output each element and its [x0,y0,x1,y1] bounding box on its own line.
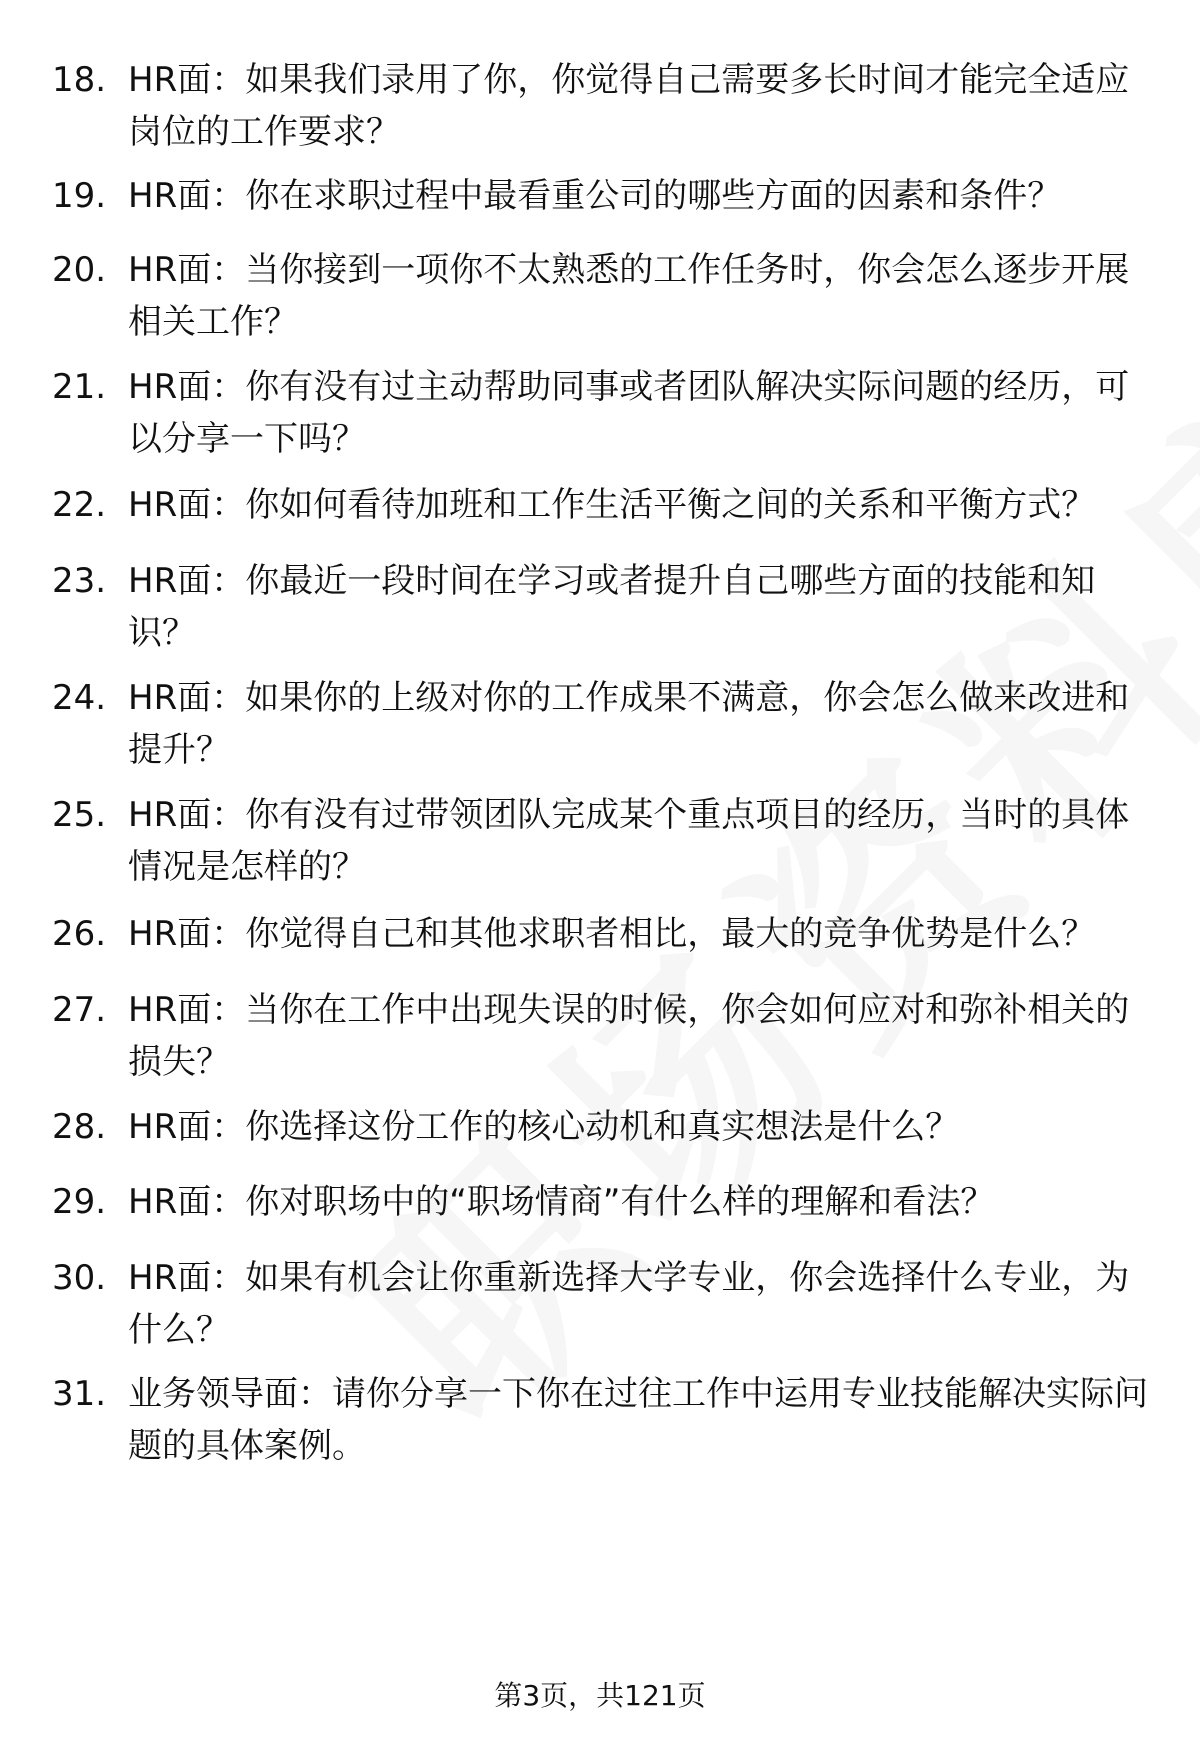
question-text: HR面：你觉得自己和其他求职者相比，最大的竞争优势是什么？ [128,914,1096,954]
question-number: 31. [52,1374,107,1414]
question-number: 19. [52,176,107,216]
page-footer: 第3页，共121页 [494,1679,706,1712]
question-number: 29. [52,1182,107,1222]
question-text: HR面：如果有机会让你重新选择大学专业，你会选择什么专业，为什么？ [128,1258,1130,1350]
question-number: 27. [52,990,107,1030]
question-text: HR面：如果你的上级对你的工作成果不满意，你会怎么做来改进和提升？ [128,678,1130,770]
question-text: HR面：你选择这份工作的核心动机和真实想法是什么？ [128,1107,960,1147]
question-number: 22. [52,485,107,525]
question-number: 26. [52,914,107,954]
question-text: HR面：当你在工作中出现失误的时候，你会如何应对和弥补相关的损失？ [128,990,1130,1082]
question-text: HR面：你对职场中的“职场情商”有什么样的理解和看法？ [128,1182,995,1222]
question-text: HR面：你有没有过主动帮助同事或者团队解决实际问题的经历，可以分享一下吗？ [128,367,1130,459]
question-number: 28. [52,1107,107,1147]
question-number: 23. [52,561,107,601]
question-number: 21. [52,367,107,407]
question-text: HR面：你最近一段时间在学习或者提升自己哪些方面的技能和知识？ [128,561,1096,653]
question-number: 18. [52,60,107,100]
question-text: HR面：你如何看待加班和工作生活平衡之间的关系和平衡方式？ [128,485,1096,525]
question-text: HR面：当你接到一项你不太熟悉的工作任务时，你会怎么逐步开展相关工作？ [128,250,1130,342]
question-number: 30. [52,1258,107,1298]
question-text: HR面：你在求职过程中最看重公司的哪些方面的因素和条件？ [128,176,1062,216]
question-number: 25. [52,795,107,835]
question-text: HR面：如果我们录用了你，你觉得自己需要多长时间才能完全适应岗位的工作要求？ [128,60,1130,152]
question-number: 24. [52,678,107,718]
question-text: 业务领导面：请你分享一下你在过往工作中运用专业技能解决实际问题的具体案例。 [128,1374,1148,1466]
question-number: 20. [52,250,107,290]
question-text: HR面：你有没有过带领团队完成某个重点项目的经历，当时的具体情况是怎样的？ [128,795,1130,887]
